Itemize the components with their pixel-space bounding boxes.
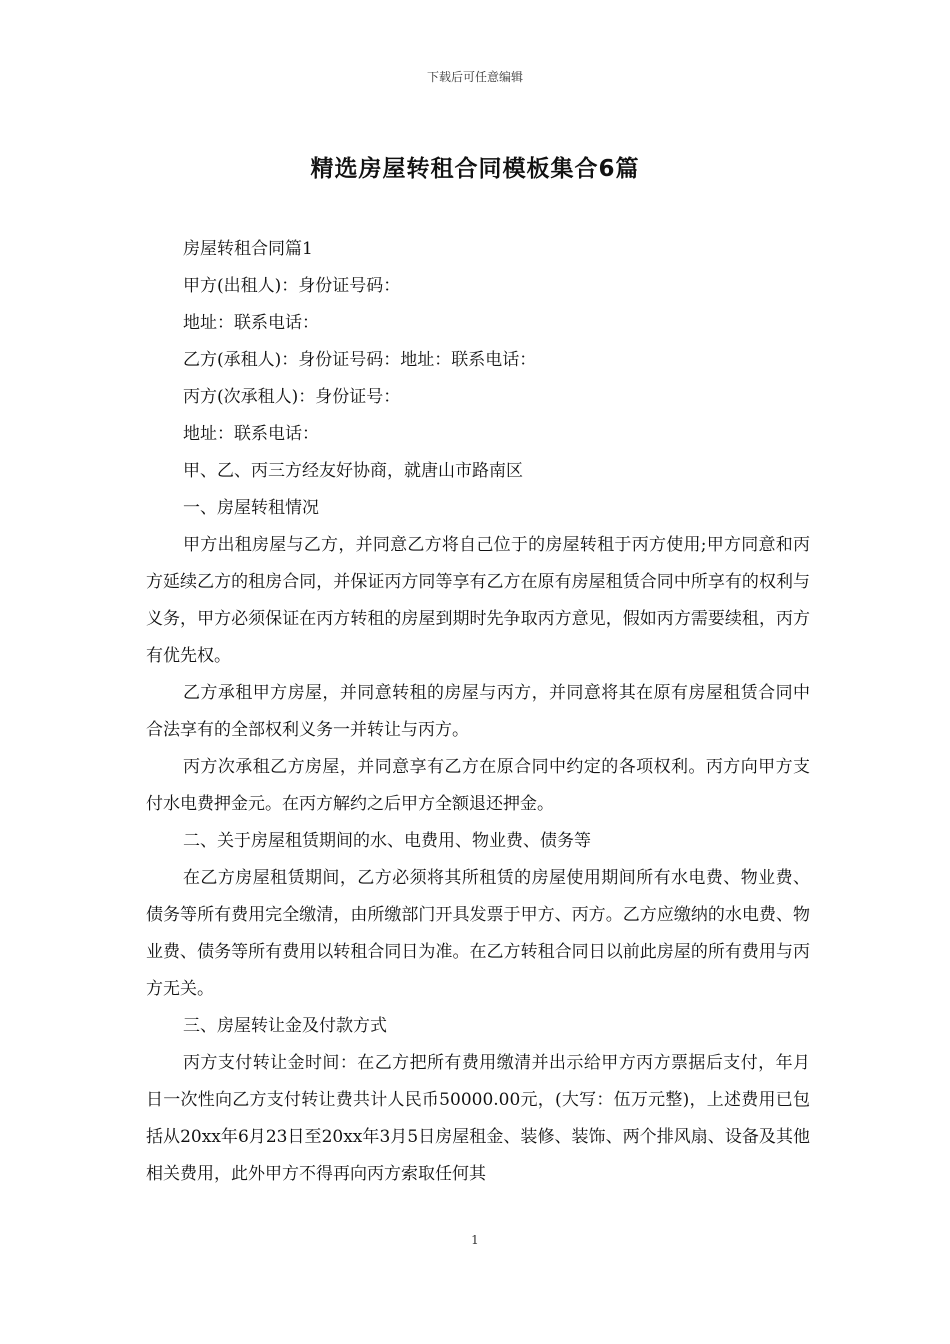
document-body: [146, 231, 810, 1193]
paragraph-party-b: 乙方(承租人)：身份证号码：地址：联系电话：: [183, 350, 537, 370]
document-title: 精选房屋转租合同模板集合6篇: [310, 156, 640, 182]
paragraph-section-2: 在乙方房屋租赁期间，乙方必须将其所租赁的房屋使用期间所有水电费、物业费、债务等所有费用完全缴清，由所缴部门开具发票于甲方、丙方。乙方应缴纳的水电费、物业费、债务等所有费用以转租合同日为准。在乙方转租合同日以前此房屋的所有费用与丙方无关。: [146, 868, 810, 999]
page-header-note: 下载后可任意编辑: [426, 70, 523, 84]
paragraph-party-a: 甲方(出租人)：身份证号码：: [183, 276, 401, 296]
paragraph-party-c: 丙方(次承租人)：身份证号：: [183, 387, 401, 407]
section-heading-1: 一、房屋转租情况: [183, 498, 319, 518]
paragraph-section-1-b: 乙方承租甲方房屋，并同意转租的房屋与丙方，并同意将其在原有房屋租赁合同中合法享有的全部权利义务一并转让与丙方。: [146, 683, 810, 740]
paragraph-section-3: 丙方支付转让金时间：在乙方把所有费用缴清并出示给甲方丙方票据后支付，年月日一次性向乙方支付转让费共计人民币50000.00元，(大写：伍万元整)，上述费用已包括从20xx年6月23日至20xx年3月5日房屋租金、装修、装饰、两个排风扇、设备及其他相关费用，此外甲方不得再向丙方索取任何其: [146, 1053, 810, 1184]
section-heading-3: 三、房屋转让金及付款方式: [183, 1016, 387, 1036]
section-heading-2: 二、关于房屋租赁期间的水、电费用、物业费、债务等: [183, 831, 591, 851]
paragraph-section-1-a: 甲方出租房屋与乙方，并同意乙方将自己位于的房屋转租于丙方使用;甲方同意和丙方延续乙方的租房合同，并保证丙方同等享有乙方在原有房屋租赁合同中所享有的权利与义务，甲方必须保证在丙方转租的房屋到期时先争取丙方意见，假如丙方需要续租，丙方有优先权。: [146, 535, 810, 666]
paragraph-party-a-address: 地址：联系电话：: [183, 313, 319, 333]
paragraph-section-1-c: 丙方次承租乙方房屋，并同意享有乙方在原合同中约定的各项权利。丙方向甲方支付水电费押金元。在丙方解约之后甲方全额退还押金。: [146, 757, 810, 814]
paragraph-party-c-address: 地址：联系电话：: [183, 424, 319, 444]
paragraph-agreement-intro: 甲、乙、丙三方经友好协商，就唐山市路南区: [183, 461, 523, 481]
paragraph-contract-heading: 房屋转租合同篇1: [183, 239, 313, 259]
page-number: 1: [471, 1233, 479, 1247]
